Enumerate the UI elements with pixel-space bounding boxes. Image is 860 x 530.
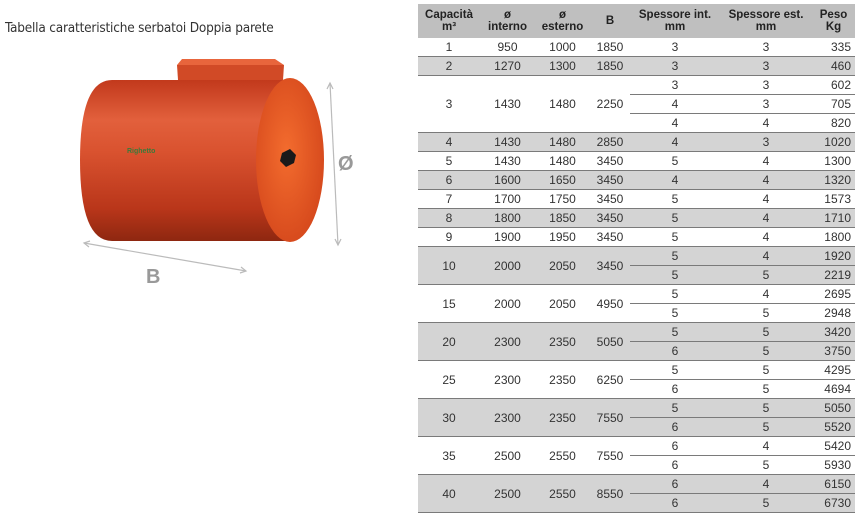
cell-peso: 4295 — [812, 361, 855, 380]
cell-diametro-interno: 2500 — [480, 437, 535, 475]
cell-spessore-int: 6 — [630, 494, 720, 513]
cell-peso: 6730 — [812, 494, 855, 513]
cell-peso: 1920 — [812, 247, 855, 266]
cell-spessore-int: 5 — [630, 209, 720, 228]
cell-peso: 2219 — [812, 266, 855, 285]
table-row — [418, 171, 855, 190]
cell-lunghezza: 3450 — [590, 247, 630, 285]
cell-spessore-int: 5 — [630, 361, 720, 380]
cell-capacita: 2 — [418, 57, 480, 76]
cell-spessore-int: 3 — [630, 76, 720, 95]
cell-lunghezza: 2250 — [590, 76, 630, 133]
cell-diametro-esterno: 1480 — [535, 133, 590, 152]
cell-diametro-esterno: 1950 — [535, 228, 590, 247]
cell-spessore-est: 3 — [720, 57, 812, 76]
cell-diametro-esterno: 1650 — [535, 171, 590, 190]
cell-spessore-int: 5 — [630, 190, 720, 209]
cell-spessore-est: 5 — [720, 323, 812, 342]
cell-capacita: 15 — [418, 285, 480, 323]
cell-spessore-est: 4 — [720, 152, 812, 171]
dome-top — [177, 59, 284, 65]
cell-diametro-interno: 1270 — [480, 57, 535, 76]
cell-spessore-est: 4 — [720, 114, 812, 133]
table-row — [418, 152, 855, 171]
cell-spessore-est: 5 — [720, 494, 812, 513]
table-row — [418, 76, 855, 95]
cell-lunghezza: 7550 — [590, 399, 630, 437]
cell-spessore-est: 5 — [720, 418, 812, 437]
cell-spessore-int: 5 — [630, 399, 720, 418]
length-dimension-line — [84, 243, 246, 271]
table-row — [418, 247, 855, 266]
table-row — [418, 437, 855, 456]
table-row — [418, 323, 855, 342]
cell-diametro-interno: 950 — [480, 38, 535, 57]
header-spessore-int: Spessore int. mm — [630, 4, 720, 38]
cell-capacita: 35 — [418, 437, 480, 475]
header-capacita: Capacità m³ — [418, 4, 480, 38]
cell-capacita: 10 — [418, 247, 480, 285]
cell-diametro-esterno: 1000 — [535, 38, 590, 57]
cell-capacita: 7 — [418, 190, 480, 209]
cell-capacita: 1 — [418, 38, 480, 57]
table-row — [418, 285, 855, 304]
cell-peso: 705 — [812, 95, 855, 114]
cell-diametro-interno: 2500 — [480, 475, 535, 513]
cell-spessore-int: 5 — [630, 323, 720, 342]
cell-diametro-interno: 1900 — [480, 228, 535, 247]
cell-capacita: 3 — [418, 76, 480, 133]
cell-spessore-int: 5 — [630, 247, 720, 266]
cell-spessore-est: 5 — [720, 456, 812, 475]
cell-spessore-int: 5 — [630, 152, 720, 171]
cell-spessore-est: 3 — [720, 38, 812, 57]
cell-peso: 5050 — [812, 399, 855, 418]
table-row — [418, 133, 855, 152]
header-lunghezza: B — [590, 4, 630, 38]
cell-spessore-int: 5 — [630, 285, 720, 304]
cell-diametro-esterno: 1480 — [535, 152, 590, 171]
cell-capacita: 30 — [418, 399, 480, 437]
table-header-row — [418, 4, 855, 38]
cell-spessore-int: 4 — [630, 95, 720, 114]
cell-spessore-est: 4 — [720, 475, 812, 494]
cell-diametro-interno: 2300 — [480, 399, 535, 437]
length-label: B — [146, 266, 161, 288]
header-diametro-esterno: ø esterno — [535, 4, 590, 38]
cell-lunghezza: 4950 — [590, 285, 630, 323]
cell-diametro-esterno: 1480 — [535, 76, 590, 133]
header-peso: Peso Kg — [812, 4, 855, 38]
diameter-label: Ø — [338, 153, 354, 175]
cell-peso: 1300 — [812, 152, 855, 171]
cell-peso: 1320 — [812, 171, 855, 190]
cell-diametro-esterno: 1750 — [535, 190, 590, 209]
cell-diametro-esterno: 1300 — [535, 57, 590, 76]
cell-spessore-est: 5 — [720, 399, 812, 418]
cell-spessore-est: 5 — [720, 380, 812, 399]
cell-peso: 5420 — [812, 437, 855, 456]
cell-peso: 1573 — [812, 190, 855, 209]
cell-lunghezza: 3450 — [590, 228, 630, 247]
cell-capacita: 6 — [418, 171, 480, 190]
cell-capacita: 4 — [418, 133, 480, 152]
table-row — [418, 361, 855, 380]
header-diametro-interno: ø interno — [480, 4, 535, 38]
brand-label: Righetto — [127, 148, 156, 155]
cell-spessore-est: 3 — [720, 133, 812, 152]
cell-diametro-interno: 1430 — [480, 152, 535, 171]
cell-spessore-est: 5 — [720, 342, 812, 361]
cell-peso: 3750 — [812, 342, 855, 361]
cell-lunghezza: 5050 — [590, 323, 630, 361]
cell-capacita: 8 — [418, 209, 480, 228]
cell-diametro-interno: 2300 — [480, 323, 535, 361]
cell-spessore-est: 4 — [720, 190, 812, 209]
table-row — [418, 209, 855, 228]
table-row — [418, 399, 855, 418]
cell-peso: 2948 — [812, 304, 855, 323]
cell-peso: 5520 — [812, 418, 855, 437]
cell-spessore-est: 4 — [720, 247, 812, 266]
cell-peso: 335 — [812, 38, 855, 57]
cell-diametro-interno: 2300 — [480, 361, 535, 399]
cell-diametro-esterno: 2350 — [535, 361, 590, 399]
cell-spessore-est: 5 — [720, 361, 812, 380]
cell-spessore-int: 6 — [630, 475, 720, 494]
cell-diametro-interno: 1600 — [480, 171, 535, 190]
cell-peso: 5930 — [812, 456, 855, 475]
cell-peso: 1710 — [812, 209, 855, 228]
cell-spessore-est: 4 — [720, 171, 812, 190]
header-spessore-est: Spessore est. mm — [720, 4, 812, 38]
cell-peso: 6150 — [812, 475, 855, 494]
cell-diametro-interno: 2000 — [480, 285, 535, 323]
page-caption: Tabella caratteristiche serbatoi Doppia parete — [5, 20, 274, 36]
cell-lunghezza: 2850 — [590, 133, 630, 152]
cell-peso: 602 — [812, 76, 855, 95]
table-row — [418, 190, 855, 209]
cell-diametro-esterno: 2050 — [535, 285, 590, 323]
cell-diametro-esterno: 2050 — [535, 247, 590, 285]
cell-spessore-est: 4 — [720, 209, 812, 228]
cell-capacita: 25 — [418, 361, 480, 399]
cell-capacita: 9 — [418, 228, 480, 247]
cell-lunghezza: 3450 — [590, 171, 630, 190]
cell-diametro-interno: 1700 — [480, 190, 535, 209]
cell-diametro-esterno: 1850 — [535, 209, 590, 228]
cell-spessore-int: 3 — [630, 57, 720, 76]
cell-spessore-int: 5 — [630, 266, 720, 285]
cell-spessore-est: 3 — [720, 95, 812, 114]
cell-lunghezza: 3450 — [590, 152, 630, 171]
cell-lunghezza: 1850 — [590, 57, 630, 76]
cell-spessore-int: 5 — [630, 304, 720, 323]
diameter-dimension-line — [330, 83, 338, 245]
cell-spessore-est: 3 — [720, 76, 812, 95]
cell-diametro-interno: 1430 — [480, 76, 535, 133]
table-row — [418, 38, 855, 57]
specs-table — [418, 4, 855, 513]
cell-spessore-int: 6 — [630, 456, 720, 475]
cell-capacita: 20 — [418, 323, 480, 361]
cell-diametro-esterno: 2550 — [535, 437, 590, 475]
table-body — [418, 38, 855, 513]
table-row — [418, 475, 855, 494]
cell-spessore-int: 4 — [630, 133, 720, 152]
table-row — [418, 228, 855, 247]
cell-diametro-interno: 2000 — [480, 247, 535, 285]
cell-lunghezza: 6250 — [590, 361, 630, 399]
cell-spessore-int: 5 — [630, 228, 720, 247]
cell-spessore-int: 6 — [630, 418, 720, 437]
cell-diametro-esterno: 2550 — [535, 475, 590, 513]
cell-lunghezza: 7550 — [590, 437, 630, 475]
cell-spessore-int: 6 — [630, 380, 720, 399]
cell-spessore-int: 4 — [630, 114, 720, 133]
cell-diametro-interno: 1800 — [480, 209, 535, 228]
cell-spessore-est: 4 — [720, 228, 812, 247]
cell-lunghezza: 3450 — [590, 190, 630, 209]
cell-spessore-int: 6 — [630, 437, 720, 456]
cell-spessore-est: 4 — [720, 285, 812, 304]
cell-spessore-int: 3 — [630, 38, 720, 57]
cell-spessore-est: 4 — [720, 437, 812, 456]
tank-illustration — [60, 55, 380, 295]
cell-spessore-int: 4 — [630, 171, 720, 190]
cell-spessore-est: 5 — [720, 266, 812, 285]
cell-diametro-esterno: 2350 — [535, 323, 590, 361]
cell-capacita: 5 — [418, 152, 480, 171]
cell-peso: 1800 — [812, 228, 855, 247]
cell-diametro-interno: 1430 — [480, 133, 535, 152]
cell-spessore-est: 5 — [720, 304, 812, 323]
cell-lunghezza: 8550 — [590, 475, 630, 513]
cell-diametro-esterno: 2350 — [535, 399, 590, 437]
cell-peso: 1020 — [812, 133, 855, 152]
cell-peso: 4694 — [812, 380, 855, 399]
cell-peso: 2695 — [812, 285, 855, 304]
table-row — [418, 57, 855, 76]
cell-lunghezza: 1850 — [590, 38, 630, 57]
cell-peso: 460 — [812, 57, 855, 76]
cell-peso: 820 — [812, 114, 855, 133]
cell-spessore-int: 6 — [630, 342, 720, 361]
cell-lunghezza: 3450 — [590, 209, 630, 228]
cell-peso: 3420 — [812, 323, 855, 342]
cell-capacita: 40 — [418, 475, 480, 513]
